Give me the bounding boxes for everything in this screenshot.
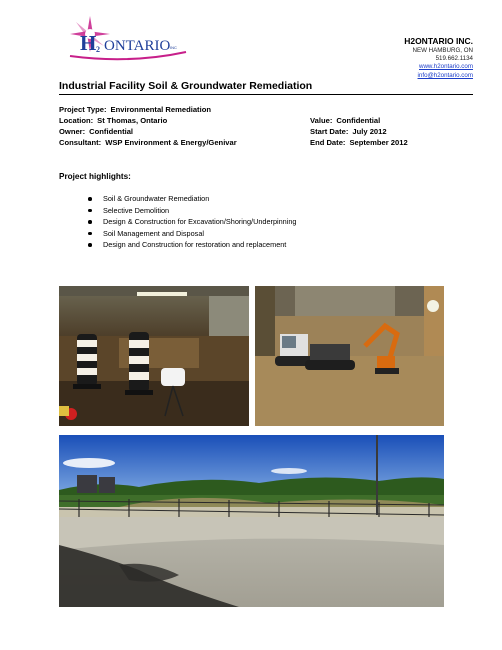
list-item: Design and Construction for restoration and replacement	[88, 239, 296, 251]
list-item: Soil Management and Disposal	[88, 228, 296, 240]
company-city: NEW HAMBURG, ON	[412, 47, 473, 54]
detail-project-type: Project Type: Environmental Remediation	[59, 105, 211, 114]
company-phone: 519.662.1134	[435, 55, 473, 63]
bullet-icon	[88, 197, 92, 201]
photo-outdoor-yard	[59, 435, 444, 607]
svg-text:INC: INC	[170, 45, 177, 50]
svg-text:H: H	[80, 31, 97, 55]
list-item: Design & Construction for Excavation/Shoring/Underpinning	[88, 216, 296, 228]
bullet-icon	[88, 243, 92, 247]
detail-consultant: Consultant: WSP Environment & Energy/Genivar	[59, 138, 237, 147]
detail-end-date: End Date: September 2012	[310, 138, 408, 147]
page-title: Industrial Facility Soil & Groundwater Remediation	[59, 80, 313, 92]
bullet-icon	[88, 220, 92, 224]
highlights-list	[88, 193, 296, 251]
detail-start-date: Start Date: July 2012	[310, 127, 387, 136]
list-item: Soil & Groundwater Remediation	[88, 193, 296, 205]
company-contact	[404, 36, 473, 80]
svg-text:ONTARIO: ONTARIO	[104, 38, 171, 54]
photo-excavator	[255, 286, 444, 426]
project-details-right	[310, 115, 408, 148]
project-details-left	[59, 104, 237, 148]
bullet-icon	[88, 232, 92, 236]
detail-owner: Owner: Confidential	[59, 127, 134, 136]
title-divider	[59, 94, 473, 95]
highlights-heading: Project highlights:	[59, 172, 131, 181]
company-name: H2ONTARIO INC.	[404, 36, 473, 46]
detail-value: Value: Confidential	[310, 116, 381, 125]
company-logo	[60, 14, 190, 66]
company-website-link[interactable]: www.h2ontario.com	[419, 63, 473, 71]
detail-location: Location: St Thomas, Ontario	[59, 116, 168, 125]
photo-indoor-excavation	[59, 286, 249, 426]
bullet-icon	[88, 209, 92, 213]
svg-text:2: 2	[96, 45, 100, 54]
list-item: Selective Demolition	[88, 205, 296, 217]
company-email-link[interactable]: info@h2ontario.com	[417, 71, 473, 79]
